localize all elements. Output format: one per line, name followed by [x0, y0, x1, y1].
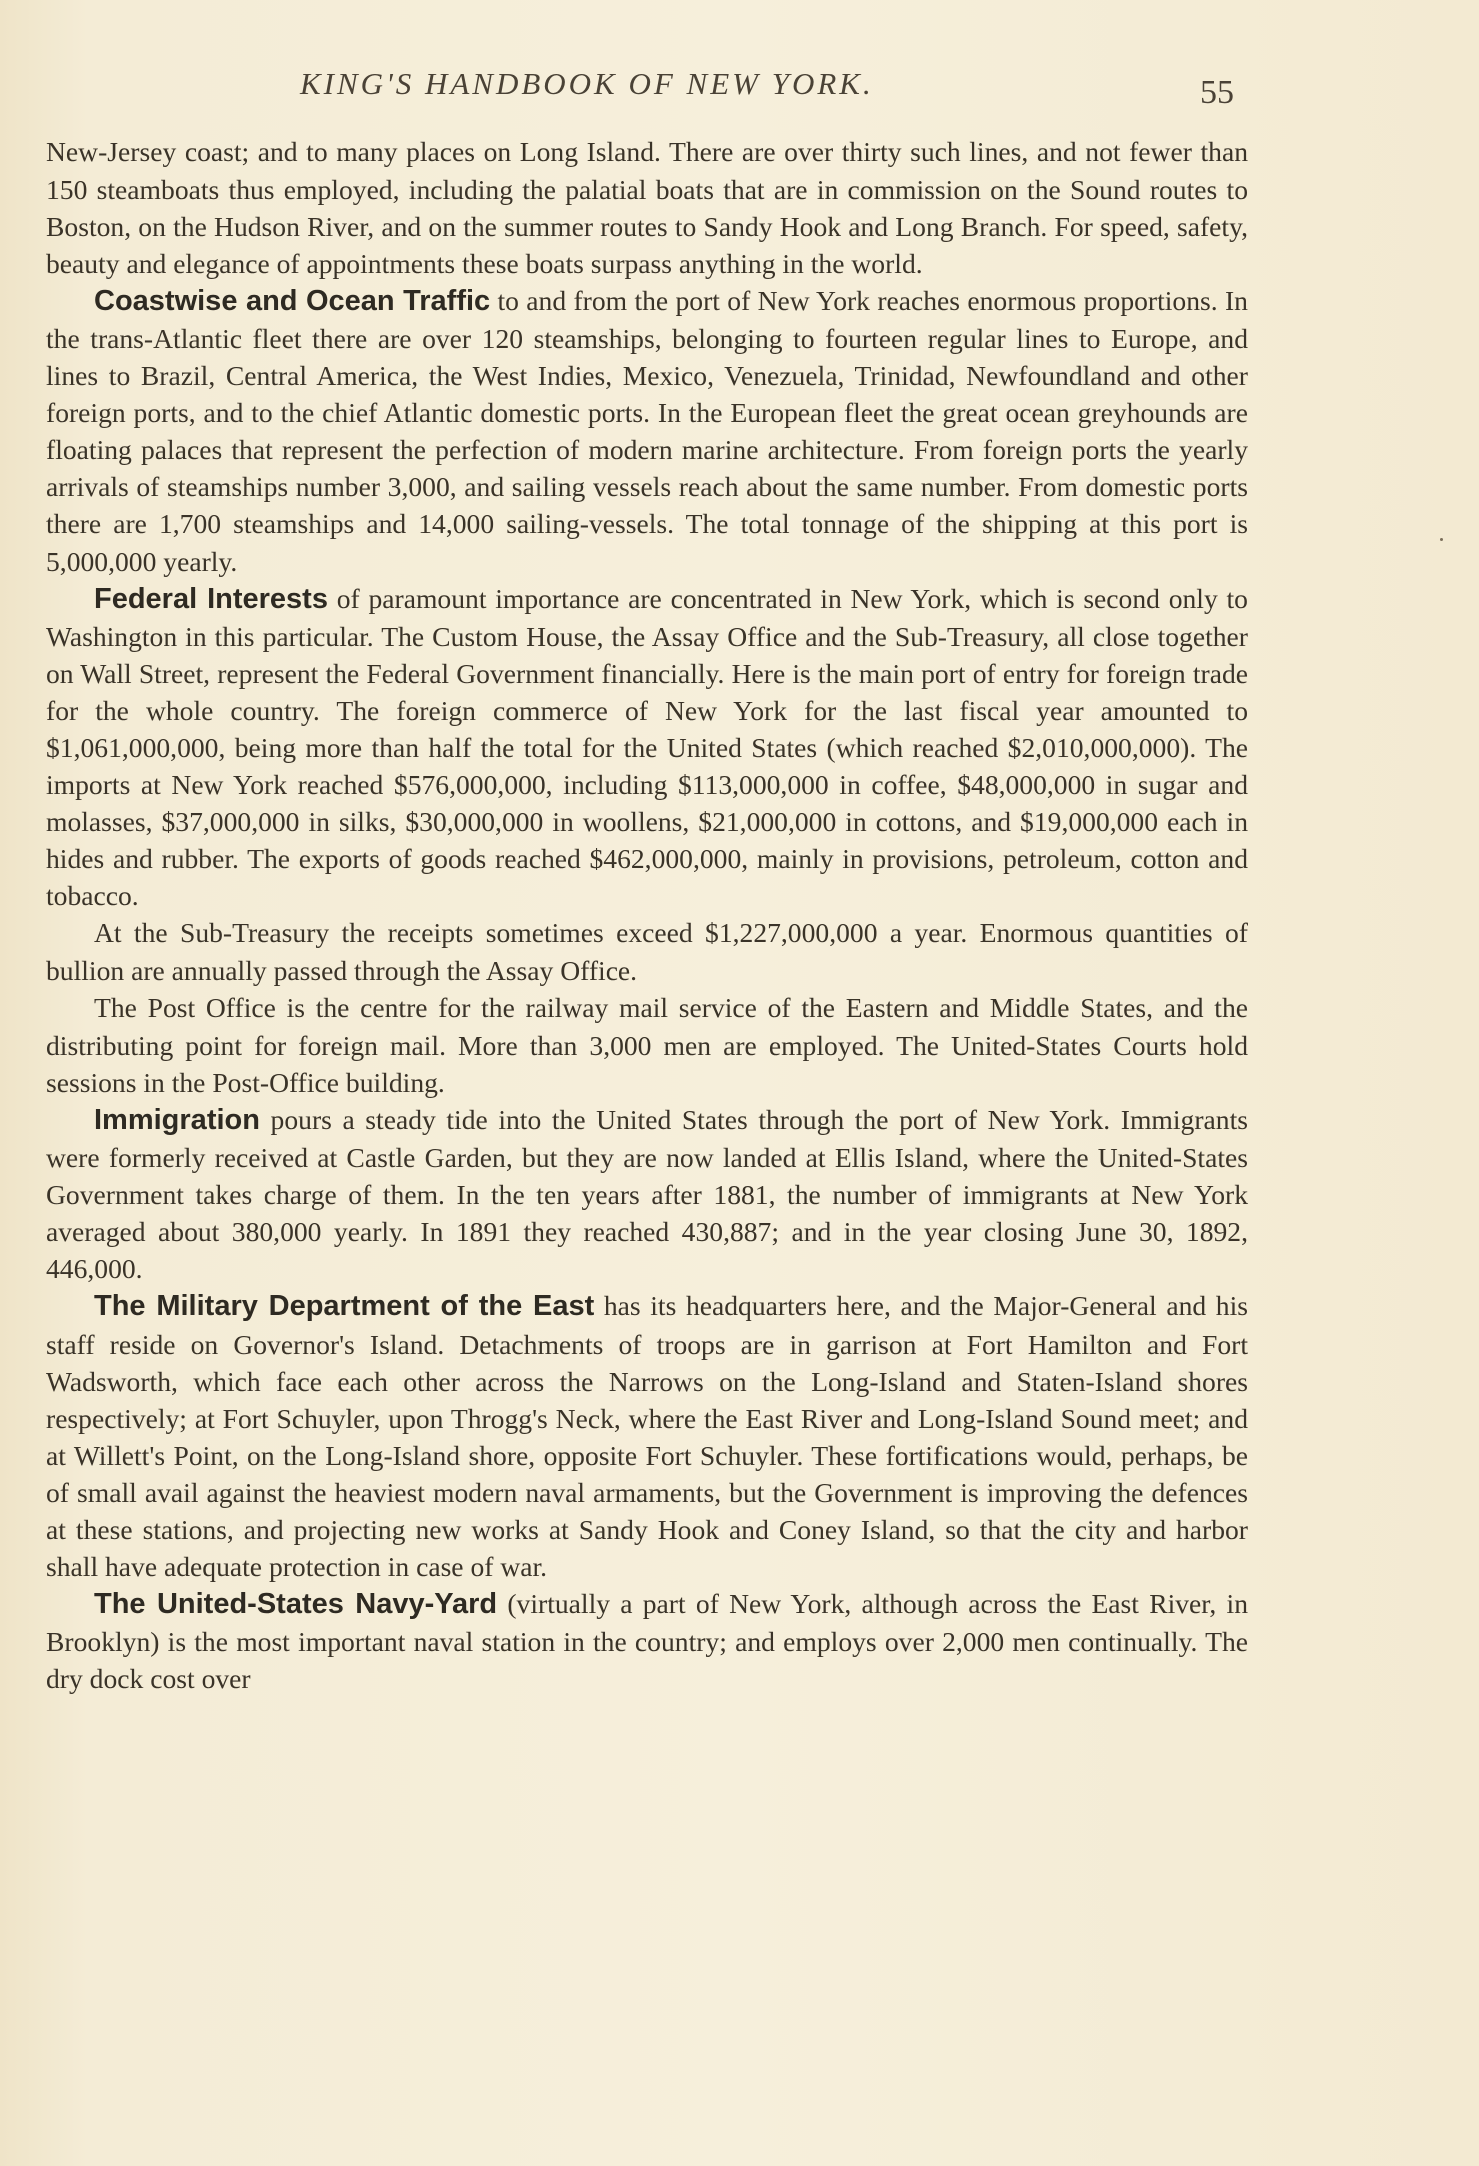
paragraph-steamboat-lines — [46, 133, 1248, 282]
paragraph-heading: Federal Interests — [94, 582, 328, 615]
body-text — [46, 133, 1248, 1697]
paragraph-text: of paramount importance are concentrated in New York, which is second only to Washington in this particular. The Custom House, the Assay Office and the Sub-Treasury, all close together on Wall Street, represent the Federal Government financially. Here is the main port of entry for foreign trade for the whole country. The foreign commerce of New York for the last fiscal year amounted to $1,061,000,000, being more than half the total for the United States (which reached $2,010,000,000). The imports at New York reached $576,000,000, including $113,000,000 in coffee, $48,000,000 in sugar and molasses, $37,000,000 in silks, $30,000,000 in woollens, $21,000,000 in cottons, and $19,000,000 each in hides and rubber. The exports of goods reached $462,000,000, mainly in provisions, petroleum, cotton and tobacco. — [46, 582, 1248, 911]
paragraph-federal-interests — [46, 580, 1248, 914]
paragraph-text: At the Sub-Treasury the receipts sometimes exceed $1,227,000,000 a year. Enormous quantities of bullion are annually passed through the Assay Office. — [46, 916, 1248, 987]
page-number: 55 — [1200, 74, 1234, 111]
paper-speck — [1440, 538, 1443, 541]
paragraph-text: New-Jersey coast; and to many places on Long Island. There are over thirty such lines, and not fewer than 150 steamboats thus employed, including the palatial boats that are in commission on the Sound routes to Boston, on the Hudson River, and on the summer routes to Sandy Hook and Long Branch. For speed, safety, beauty and elegance of appointments these boats surpass anything in the world. — [46, 136, 1248, 280]
paragraph-coastwise-traffic — [46, 282, 1248, 579]
paragraph-immigration — [46, 1101, 1248, 1287]
paragraph-text: has its headquarters here, and the Major-General and his staff reside on Governor's Island. Detachments of troops are in garrison at Fort Hamilton and Fort Wadsworth, which face each other across the Narrows on the Long-Island and Staten-Island shores respectively; at Fort Schuyler, upon Throgg's Neck, where the East River and Long-Island Sound meet; and at Willett's Point, on the Long-Island shore, opposite Fort Schuyler. These fortifications would, perhaps, be of small avail against the heaviest modern naval armaments, but the Government is improving the defences at these stations, and projecting new works at Sandy Hook and Coney Island, so that the city and harbor shall have adequate protection in case of war. — [46, 1290, 1248, 1582]
paragraph-navy-yard — [46, 1585, 1248, 1697]
paragraph-sub-treasury — [46, 914, 1248, 989]
paragraph-text: to and from the port of New York reaches enormous proportions. In the trans-Atlantic fleet there are over 120 steamships, belonging to fourteen regular lines to Europe, and lines to Brazil, Central America, the West Indies, Mexico, Venezuela, Trinidad, Newfoundland and other foreign ports, and to the chief Atlantic domestic ports. In the European fleet the great ocean greyhounds are floating palaces that represent the perfection of modern marine architecture. From foreign ports the yearly arrivals of steamships number 3,000, and sailing vessels reach about the same number. From domestic ports there are 1,700 steamships and 14,000 sailing-vessels. The total tonnage of the shipping at this port is 5,000,000 yearly. — [46, 285, 1248, 577]
running-title: KING'S HANDBOOK OF NEW YORK. — [300, 66, 874, 101]
paragraph-text: pours a steady tide into the United States through the port of New York. Immigrants were formerly received at Castle Garden, but they are now landed at Ellis Island, where the United-States Government takes charge of them. In the ten years after 1881, the number of immigrants at New York averaged about 380,000 yearly. In 1891 they reached 430,887; and in the year closing June 30, 1892, 446,000. — [46, 1104, 1248, 1285]
paragraph-heading: Immigration — [94, 1104, 260, 1137]
paragraph-heading: The Military Department of the East — [94, 1290, 595, 1323]
paragraph-heading: Coastwise and Ocean Traffic — [94, 285, 491, 318]
paragraph-heading: The United-States Navy-Yard — [94, 1587, 498, 1620]
paragraph-military-department — [46, 1287, 1248, 1584]
running-head — [0, 64, 1479, 114]
paragraph-text: (virtually a part of New York, although across the East River, in Brooklyn) is the most important naval station in the country; and employs over 2,000 men continually. The dry dock cost over — [46, 1587, 1248, 1694]
paragraph-text: The Post Office is the centre for the railway mail service of the Eastern and Middle States, and the distributing point for foreign mail. More than 3,000 men are employed. The United-States Courts hold sessions in the Post-Office building. — [46, 992, 1248, 1099]
paragraph-post-office — [46, 989, 1248, 1101]
